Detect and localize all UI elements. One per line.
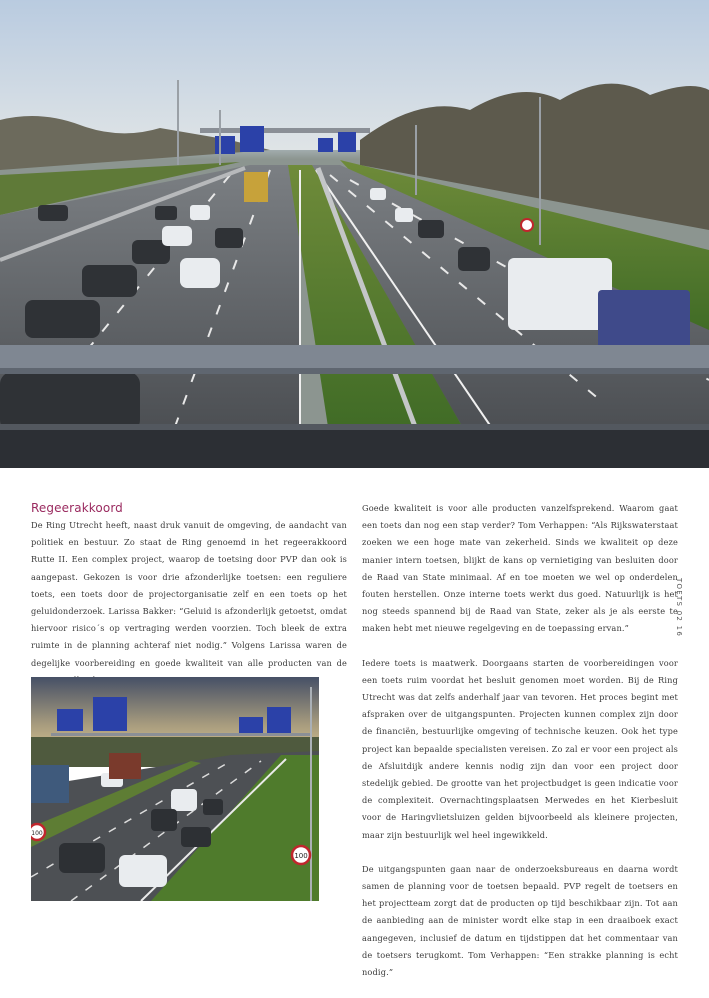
paragraph: Iedere toets is maatwerk. Doorgaans starten de voorbereidingen voor een toets ruim voordat het besluit genomen moet worden. Bij de Ring Utrecht was dat zelfs anderhalf jaar van tevoren. Het proces begint met afspraken over de uitgangspunten. Projecten kunnen complex zijn door de financiën, bestuurlijke omgeving of technische keuzen. Ook het type project kan bepaalde specialisten vereisen. Zo zal er voor een project als de Afsluitdijk andere kennis nodig zijn dan voor een project door stedelijk gebied. De grootte van het projectbudget is geen indicatie voor de complexiteit. Overnachtingsplaatsen Merwedes en het Kierbesluit voor de Haringvlietsluizen gelden bijvoorbeeld als kleinere projecten, maar zijn bestuurlijk wel heel ingewikkeld. — [362, 657, 678, 840]
article-left-column — [31, 500, 347, 706]
page-label: TOETS 02 16 — [675, 578, 683, 638]
paragraph: De Ring Utrecht heeft, naast druk vanuit de omgeving, de aandacht van politiek en bestuur. Zo staat de Ring genoemd in het regeerakkoord Rutte II. Een complex project, waarop de toetsing door PVP dan ook is aangepast. Gekozen is voor drie afzonderlijke toetsen: een reguliere toets, een toets door de projectorganisatie zelf en een toets op het geluidonderzoek. Larissa Bakker: “Geluid is afzonderlijk getoetst, omdat hiervoor risico´s op vertraging werden voorzien. Toch bleek de extra ruimte in de planning achteraf niet nodig.” Volgens Larissa waren de degelijke voorbereiding en goede kwaliteit van alle producten van de — [31, 520, 347, 668]
section-heading: Regeerakkoord — [31, 501, 123, 515]
speed-sign-icon — [31, 824, 45, 840]
speed-sign-icon — [292, 846, 310, 864]
article-right-column — [362, 500, 678, 998]
speed-sign-label: 100 — [31, 830, 43, 837]
traffic-photo — [31, 677, 319, 901]
speed-sign-label: 100 — [294, 852, 308, 860]
hero-photo — [0, 0, 709, 468]
motorway-illustration — [0, 0, 709, 468]
paragraph: De uitgangspunten gaan naar de onderzoeksbureaus en daarna wordt samen de planning voor de toetsen bepaald. PVP regelt de toetsers en het projectteam zorgt dat de producten op tijd beschikbaar zijn. Tot aan de aanbieding aan de minister wordt elke stap in een draaiboek exact aangegeven, inclusief de datum en tijdstippen dat het commentaar van de toetsers terugkomt. Tom Verhappen: “Een strakke planning is echt nodig.” — [362, 863, 678, 978]
paragraph: Goede kwaliteit is voor alle producten vanzelfsprekend. Waarom gaat een toets dan nog een stap verder? Tom Verhappen: “Als Rijkswaterstaat zoeken we een hoge mate van zekerheid. Sinds we kwaliteit op deze manier intern toetsen, blijkt de kans op vernietiging van besluiten door de Raad van State minimaal. Af en toe moeten we wel op onderdelen fouten herstellen. Onze interne toets werkt dus goed. Natuurlijk is het nog steeds spannend bij de Raad van State, zeker als je als eerste te maken hebt met nieuwe regelgeving en de toepassing ervan.” — [362, 503, 678, 634]
traffic-jam-illustration — [31, 677, 319, 901]
